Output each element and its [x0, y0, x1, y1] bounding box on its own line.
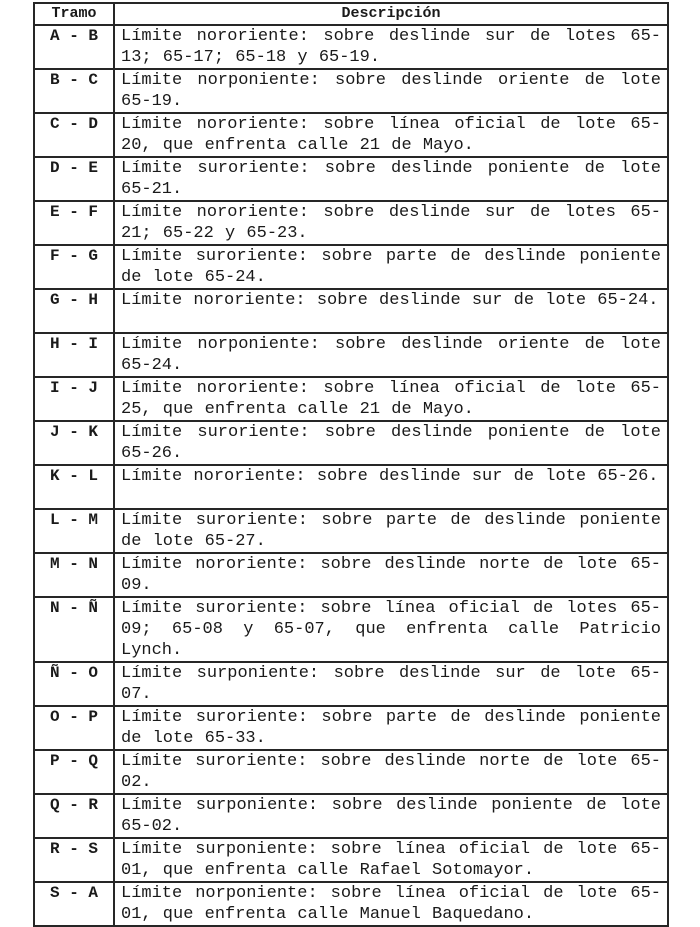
- descripcion-cell: Límite suroriente: sobre parte de deslinde poniente de lote 65-27.: [114, 509, 668, 553]
- tramo-cell: R - S: [34, 838, 114, 882]
- descripcion-cell: Límite nororiente: sobre deslinde sur de lotes 65-13; 65-17; 65-18 y 65-19.: [114, 25, 668, 69]
- table-row: [34, 794, 668, 838]
- descripcion-cell: Límite nororiente: sobre línea oficial de lote 65-25, que enfrenta calle 21 de Mayo.: [114, 377, 668, 421]
- table-row: [34, 69, 668, 113]
- tramo-cell: L - M: [34, 509, 114, 553]
- tramo-cell: J - K: [34, 421, 114, 465]
- tramo-cell: S - A: [34, 882, 114, 926]
- descripcion-cell: Límite nororiente: sobre línea oficial de lote 65-20, que enfrenta calle 21 de Mayo.: [114, 113, 668, 157]
- tramo-cell: Ñ - O: [34, 662, 114, 706]
- descripcion-cell: Límite suroriente: sobre deslinde norte de lote 65-02.: [114, 750, 668, 794]
- table-header-row: [34, 3, 668, 25]
- table-row: [34, 113, 668, 157]
- descripcion-cell: Límite suroriente: sobre deslinde poniente de lote 65-26.: [114, 421, 668, 465]
- descripcion-cell: Límite suroriente: sobre parte de deslinde poniente de lote 65-24.: [114, 245, 668, 289]
- tramo-cell: M - N: [34, 553, 114, 597]
- descripcion-cell: Límite surponiente: sobre deslinde poniente de lote 65-02.: [114, 794, 668, 838]
- table-row: [34, 25, 668, 69]
- table-row: [34, 157, 668, 201]
- tramo-cell: H - I: [34, 333, 114, 377]
- tramo-cell: N - Ñ: [34, 597, 114, 662]
- table-row: [34, 289, 668, 333]
- table-row: [34, 882, 668, 926]
- tramo-cell: G - H: [34, 289, 114, 333]
- tramo-cell: D - E: [34, 157, 114, 201]
- header-tramo: Tramo: [34, 3, 114, 25]
- table-row: [34, 553, 668, 597]
- tramo-cell: E - F: [34, 201, 114, 245]
- descripcion-cell: Límite norponiente: sobre deslinde oriente de lote 65-24.: [114, 333, 668, 377]
- tramo-cell: Q - R: [34, 794, 114, 838]
- document-page: [33, 2, 667, 927]
- table-row: [34, 421, 668, 465]
- descripcion-cell: Límite nororiente: sobre deslinde sur de lote 65-24.: [114, 289, 668, 333]
- tramo-cell: C - D: [34, 113, 114, 157]
- descripcion-cell: Límite surponiente: sobre línea oficial de lote 65-01, que enfrenta calle Rafael Sotomayor.: [114, 838, 668, 882]
- table-row: [34, 597, 668, 662]
- descripcion-cell: Límite suroriente: sobre deslinde poniente de lote 65-21.: [114, 157, 668, 201]
- table-row: [34, 838, 668, 882]
- table-row: [34, 333, 668, 377]
- table-row: [34, 465, 668, 509]
- table-row: [34, 662, 668, 706]
- tramo-cell: O - P: [34, 706, 114, 750]
- tramo-cell: B - C: [34, 69, 114, 113]
- tramo-cell: P - Q: [34, 750, 114, 794]
- header-descripcion: Descripción: [114, 3, 668, 25]
- descripcion-cell: Límite suroriente: sobre línea oficial de lotes 65-09; 65-08 y 65-07, que enfrenta calle Patricio Lynch.: [114, 597, 668, 662]
- tramo-cell: F - G: [34, 245, 114, 289]
- table-row: [34, 509, 668, 553]
- tramo-cell: I - J: [34, 377, 114, 421]
- tramo-cell: A - B: [34, 25, 114, 69]
- tramo-cell: K - L: [34, 465, 114, 509]
- descripcion-cell: Límite surponiente: sobre deslinde sur de lote 65-07.: [114, 662, 668, 706]
- table-row: [34, 750, 668, 794]
- tramos-table: [33, 2, 669, 927]
- descripcion-cell: Límite norponiente: sobre deslinde oriente de lote 65-19.: [114, 69, 668, 113]
- table-row: [34, 201, 668, 245]
- table-row: [34, 377, 668, 421]
- descripcion-cell: Límite nororiente: sobre deslinde norte de lote 65-09.: [114, 553, 668, 597]
- table-row: [34, 706, 668, 750]
- table-row: [34, 245, 668, 289]
- descripcion-cell: Límite nororiente: sobre deslinde sur de lote 65-26.: [114, 465, 668, 509]
- descripcion-cell: Límite nororiente: sobre deslinde sur de lotes 65-21; 65-22 y 65-23.: [114, 201, 668, 245]
- descripcion-cell: Límite norponiente: sobre línea oficial de lote 65-01, que enfrenta calle Manuel Baquedano.: [114, 882, 668, 926]
- descripcion-cell: Límite suroriente: sobre parte de deslinde poniente de lote 65-33.: [114, 706, 668, 750]
